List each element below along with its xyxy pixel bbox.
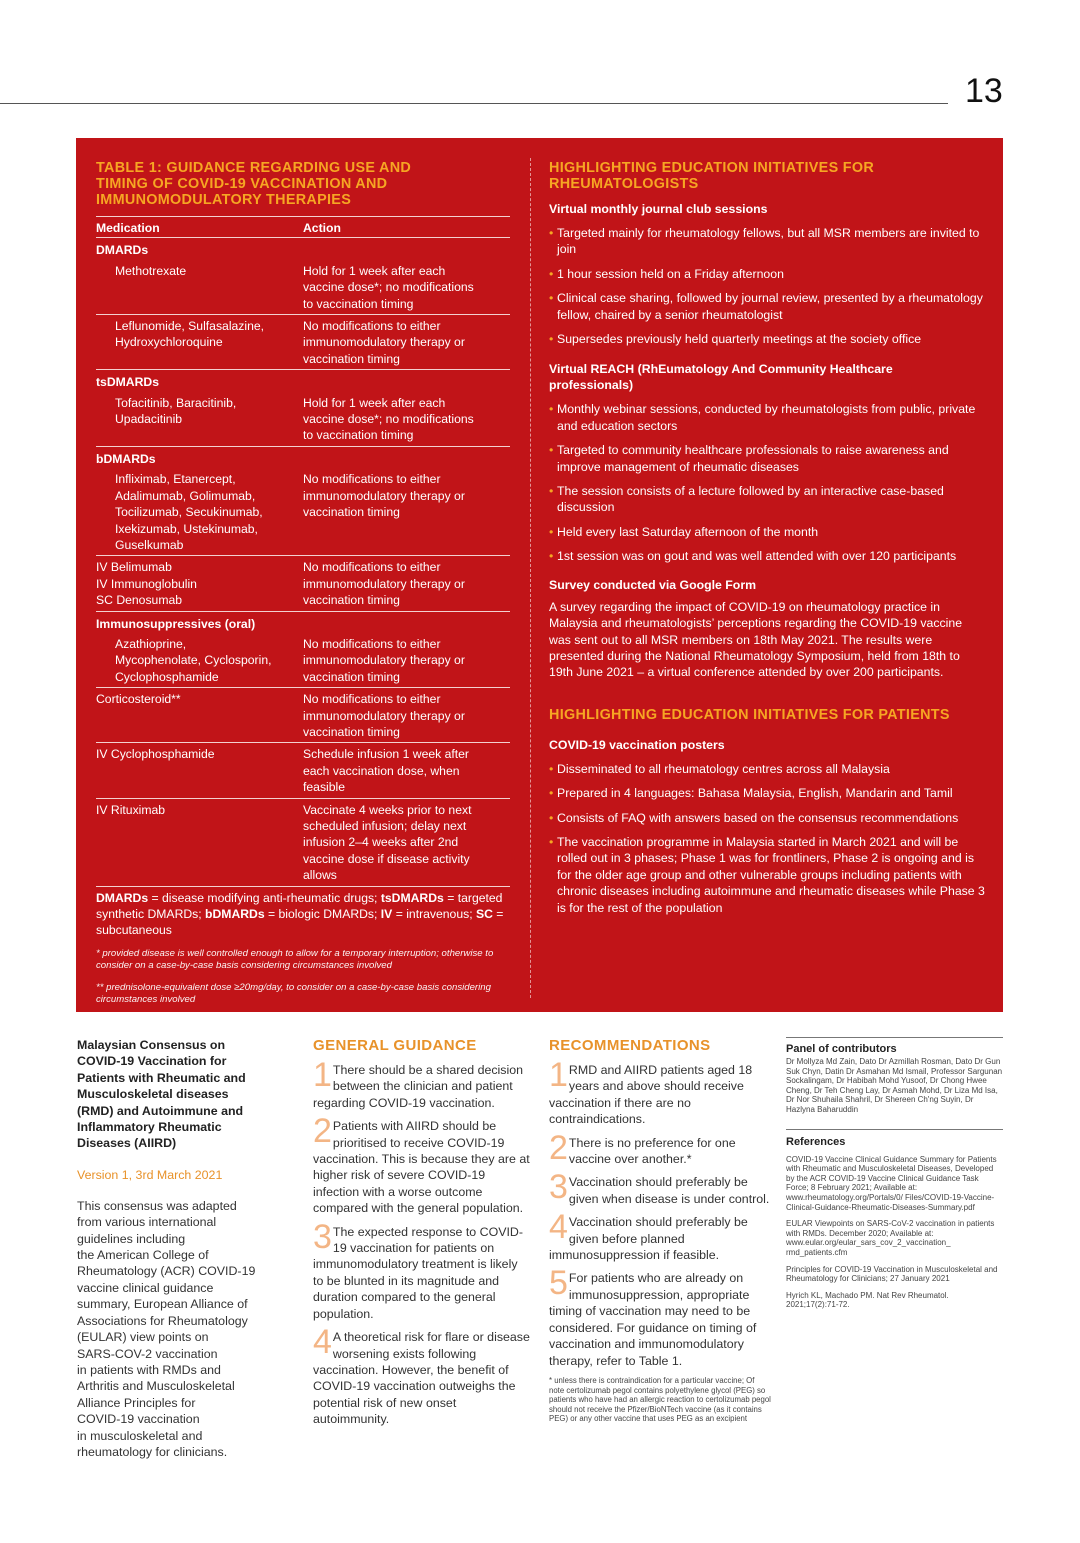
intro-body: This consensus was adapted from various international guidelines including the American College of Rheumatology (ACR) COVID-19 vaccine clinical guidance summary, European Alliance of Associations for Rheumatology (EULAR) view points on SARS-COV-2 vaccination in patients with RMDs and Arthritis and Musculoskeletal Alliance Principles for COVID-19 vaccination in musculoskeletal and rheumatology for clinicians. — [77, 1198, 256, 1459]
patients-title: HIGHLIGHTING EDUCATION INITIATIVES FOR PATIENTS — [549, 706, 950, 723]
bullet-item: • 1st session was on gout and was well attended with over 120 participants — [549, 548, 985, 564]
table-row — [96, 799, 510, 887]
item-number: 2 — [549, 1128, 568, 1167]
item-text: For patients who are already on immunosuppression, appropriate timing of vaccination may need to be considered. For guidance on timing of vaccination and immunomodulatory therapy, refer to Table 1. — [549, 1271, 757, 1368]
table-row — [96, 688, 510, 743]
item-text: A theoretical risk for flare or disease worsening exists following vaccination. However, the benefit of COVID-19 vaccination outweighs the potential risk of new onset autoimmunity. — [313, 1330, 530, 1427]
column-divider — [530, 158, 531, 998]
bullet-item: • Targeted to community healthcare professionals to raise awareness and improve management of rheumatic diseases — [549, 442, 985, 475]
medication-cell: Leflunomide, Sulfasalazine, Hydroxychloroquine — [115, 319, 265, 350]
item-number: 1 — [313, 1056, 332, 1094]
medication-cell: IV Belimumab IV Immunoglobulin SC Denosumab — [96, 560, 197, 608]
table-body — [96, 238, 510, 886]
guidance-table-section — [96, 160, 510, 1006]
table-row — [96, 260, 510, 315]
bullet-item: • 1 hour session held on a Friday afternoon — [549, 266, 985, 282]
action-cell: No modifications to either immunomodulatory therapy or vaccination timing — [303, 692, 465, 739]
initiative-list — [549, 225, 985, 347]
item-number: 4 — [549, 1208, 568, 1247]
panel-title: Panel of contributors — [786, 1037, 1003, 1055]
header-action: Action — [303, 221, 341, 235]
item-text: Vaccination should preferably be given when disease is under control. — [568, 1175, 770, 1206]
bullet-item: • The session consists of a lecture followed by an interactive case-based discussion — [549, 483, 985, 516]
medication-cell: Tofacitinib, Baracitinib, Upadacitinib — [115, 395, 237, 427]
medication-cell: Corticosteroid** — [96, 692, 181, 707]
medication-cell: Infliximab, Etanercept, Adalimumab, Golimumab, Tocilizumab, Secukinumab, Ixekizumab, Ustekinumab, Guselkumab — [115, 472, 263, 552]
numbered-item — [549, 1208, 771, 1263]
recommendations — [549, 1037, 771, 1424]
table-footnote-2: ** prednisolone-equivalent dose ≥20mg/day, to consider on a case-by-case basis considering circumstances involved — [96, 981, 491, 1005]
action-cell: Hold for 1 week after each vaccine dose*; no modifications to vaccination timing — [303, 395, 474, 443]
table-title: TABLE 1: GUIDANCE REGARDING USE AND TIMING OF COVID-19 VACCINATION AND IMMUNOMODULATORY THERAPIES — [96, 160, 412, 208]
abbr-term: DMARDs — [96, 890, 149, 905]
header-rule — [0, 103, 948, 104]
abbr-term: IV — [380, 907, 393, 922]
table-row — [96, 556, 510, 611]
rheumatologist-initiatives — [549, 201, 985, 565]
medication-cell: Azathioprine, Mycophenolate, Cyclosporin, Cyclophosphamide — [115, 636, 272, 684]
bullet-item: • Consists of FAQ with answers based on the consensus recommendations — [549, 810, 985, 826]
survey-text: A survey regarding the impact of COVID-19 on rheumatology practice in Malaysia and rheumatologists’ perceptions regarding the COVID-19 vaccine was sent out to all MSR members on 18th May 2021. The results were presented during the National Rheumatology Symposium, held from 18th to 19th June 2021 – a virtual conference attended by over 200 participants. — [549, 599, 963, 680]
table-group-label: DMARDs — [96, 243, 149, 258]
abbr-definition: = disease modifying anti-rheumatic drugs; — [148, 890, 381, 905]
item-number: 4 — [313, 1323, 332, 1362]
numbered-item — [549, 1128, 771, 1168]
action-cell: No modifications to either immunomodulatory therapy or vaccination timing — [303, 636, 465, 684]
contributors-references — [786, 1037, 1003, 1310]
action-cell: Vaccinate 4 weeks prior to next scheduled infusion; delay next infusion 2–4 weeks after 2nd vaccine dose if disease activity allows — [303, 802, 472, 883]
item-number: 1 — [549, 1056, 568, 1094]
item-text: Patients with AIIRD should be prioritised to receive COVID-19 vaccination. This is because they are at higher risk of severe COVID-19 infection with a worse outcome compared with the general population. — [313, 1119, 530, 1216]
table-row — [96, 315, 510, 370]
medication-cell: Methotrexate — [115, 263, 187, 278]
abbr-term: bDMARDs — [205, 907, 265, 922]
bullet-item: • Targeted mainly for rheumatology fellows, but all MSR members are invited to join — [549, 225, 985, 258]
reference-item: COVID-19 Vaccine Clinical Guidance Summary for Patients with Rheumatic and Musculoskeletal Diseases, Developed by the ACR COVID-19 Vaccine Clinical Guidance Task Force; 8 February 2021; Available at: www.rheumatology.org/Portals/0/ Files/COVID-19-Vaccine-Clinical-Guidance-Rheumatic-Diseases-Summary.pdf — [786, 1154, 997, 1212]
guidance-table — [96, 216, 510, 1006]
rheumatologists-title: HIGHLIGHTING EDUCATION INITIATIVES FOR RHEUMATOLOGISTS — [549, 160, 875, 192]
reference-item: EULAR Viewpoints on SARS-CoV-2 vaccination in patients with RMDs. December 2020; Available at: www.eular.org/eular_sars_cov_2_vaccination_ rmd_patients.cfm — [786, 1219, 995, 1257]
abbr-definition: = biologic DMARDs; — [264, 907, 381, 922]
initiative-heading: Virtual REACH (RhEumatology And Community Healthcare professionals) — [549, 362, 893, 393]
posters-heading: COVID-19 vaccination posters — [549, 737, 725, 752]
item-number: 3 — [549, 1168, 568, 1207]
numbered-item — [313, 1323, 531, 1427]
table-group-label: bDMARDs — [96, 451, 156, 466]
recommendations-footnote: * unless there is contraindication for a particular vaccine; Of note certolizumab pegol contains polyethylene glycol (PEG) so patients who have had an allergic reaction to certolizumab pegol should not receive the Pfizer/BioNTech vaccine (as it contains PEG) or any other vaccine that uses PEG as an excipient — [549, 1375, 771, 1424]
reference-item: Principles for COVID-19 Vaccination in Musculoskeletal and Rheumatology for Clinicians; 27 January 2021 — [786, 1264, 998, 1284]
action-cell: No modifications to either immunomodulatory therapy or vaccination timing — [303, 560, 465, 608]
education-section — [549, 160, 985, 916]
item-number: 3 — [313, 1217, 332, 1256]
abbr-definition: = intravenous; — [392, 907, 476, 922]
table-footnote-1: * provided disease is well controlled enough to allow for a temporary interruption; otherwise to consider on a case-by-case basis considering circumstances involved — [96, 947, 494, 971]
numbered-item — [313, 1056, 531, 1111]
survey-heading: Survey conducted via Google Form — [549, 577, 757, 592]
bullet-item: • Held every last Saturday afternoon of the month — [549, 524, 985, 540]
general-guidance — [313, 1037, 531, 1435]
general-guidance-list — [313, 1056, 531, 1428]
medication-cell: IV Cyclophosphamide — [96, 747, 215, 762]
numbered-item — [313, 1112, 531, 1216]
abbr-definition: = targeted synthetic DMARDs; — [96, 890, 503, 922]
consensus-intro — [77, 1037, 282, 1460]
bullet-item: • Monthly webinar sessions, conducted by rheumatologists from public, private and education sectors — [549, 401, 985, 434]
table-row — [96, 743, 510, 798]
page-number: 13 — [965, 72, 1003, 110]
numbered-item — [549, 1264, 771, 1368]
panel-text: Dr Mollyza Md Zain, Dato Dr Azmillah Rosman, Dato Dr Gun Suk Chyn, Datin Dr Asmahan Md Ismail, Professor Sargunan Sockalingam, Dr Habibah Mohd Yusoof, Dr Chong Hwee Cheng, Dr Teh Cheng Lay, Dr Asmah Mohd, Dr Liza Md Isa, Dr Nor Shuhaila Shahril, Dr Shereen Ch'ng Suyin, Dr Hazlyna Baharuddin — [786, 1057, 1003, 1114]
bullet-item: • Prepared in 4 languages: Bahasa Malaysia, English, Mandarin and Tamil — [549, 785, 985, 801]
bullet-item: • Clinical case sharing, followed by journal review, presented by a rheumatology fellow, chaired by a senior rheumatologist — [549, 290, 985, 323]
table-row — [96, 392, 510, 447]
bullet-item: • The vaccination programme in Malaysia started in March 2021 and will be rolled out in 3 phases; Phase 1 was for frontliners, Phase 2 is ongoing and is for the older age group and other vulnerable groups including patients with chronic diseases including autoimmune and rheumatic diseases while Phase 3 is for the rest of the population — [549, 834, 985, 916]
abbr-term: tsDMARDs — [380, 890, 444, 905]
references-title: References — [786, 1129, 1003, 1148]
table-row — [96, 468, 510, 556]
item-text: RMD and AIIRD patients aged 18 years and above should receive vaccination if there are no contraindications. — [549, 1063, 753, 1127]
initiative-list — [549, 401, 985, 564]
initiative-heading: Virtual monthly journal club sessions — [549, 202, 768, 216]
item-text: Vaccination should preferably be given before planned immunosuppression if feasible. — [549, 1215, 748, 1263]
reference-item: Hyrich KL, Machado PM. Nat Rev Rheumatol. 2021;17(2):71-72. — [786, 1290, 949, 1310]
table-group-label: Immunosuppressives (oral) — [96, 616, 256, 631]
table-row — [96, 633, 510, 688]
references-list — [786, 1155, 1003, 1310]
header-medication: Medication — [96, 221, 160, 235]
recommendations-title: RECOMMENDATIONS — [549, 1037, 711, 1054]
consensus-title: Malaysian Consensus on COVID-19 Vaccination for Patients with Rheumatic and Musculoskeletal diseases (RMD) and Autoimmune and Inflammatory Rheumatic Diseases (AIIRD) — [77, 1038, 246, 1151]
item-text: There is no preference for one vaccine over another.* — [568, 1135, 736, 1167]
item-number: 5 — [549, 1264, 568, 1303]
bullet-item: • Disseminated to all rheumatology centres across all Malaysia — [549, 761, 985, 777]
posters-list — [549, 761, 985, 916]
red-info-panel — [76, 138, 1003, 1012]
item-number: 2 — [313, 1112, 332, 1151]
action-cell: Schedule infusion 1 week after each vaccination dose, when feasible — [303, 747, 469, 795]
recommendations-list — [549, 1056, 771, 1369]
action-cell: No modifications to either immunomodulatory therapy or vaccination timing — [303, 472, 465, 520]
bullet-item: • Supersedes previously held quarterly meetings at the society office — [549, 331, 985, 347]
version-label: Version 1, 3rd March 2021 — [77, 1167, 223, 1182]
action-cell: No modifications to either immunomodulatory therapy or vaccination timing — [303, 319, 465, 366]
table-header — [96, 217, 510, 238]
table-group-label: tsDMARDs — [96, 375, 159, 390]
item-text: The expected response to COVID-19 vaccination for patients on immunomodulatory treatment is likely to be blunted in its magnitude and duration compared to the general population. — [313, 1224, 524, 1321]
abbreviations — [96, 887, 510, 939]
abbr-definition: = subcutaneous — [96, 907, 504, 938]
item-text: There should be a shared decision between the clinician and patient regarding COVID-19 vaccination. — [313, 1063, 524, 1110]
medication-cell: IV Rituximab — [96, 802, 166, 817]
abbr-term: SC — [475, 907, 493, 922]
numbered-item — [313, 1217, 531, 1322]
numbered-item — [549, 1168, 771, 1207]
general-guidance-title: GENERAL GUIDANCE — [313, 1037, 477, 1054]
action-cell: Hold for 1 week after each vaccine dose*; no modifications to vaccination timing — [303, 263, 474, 311]
numbered-item — [549, 1056, 771, 1128]
